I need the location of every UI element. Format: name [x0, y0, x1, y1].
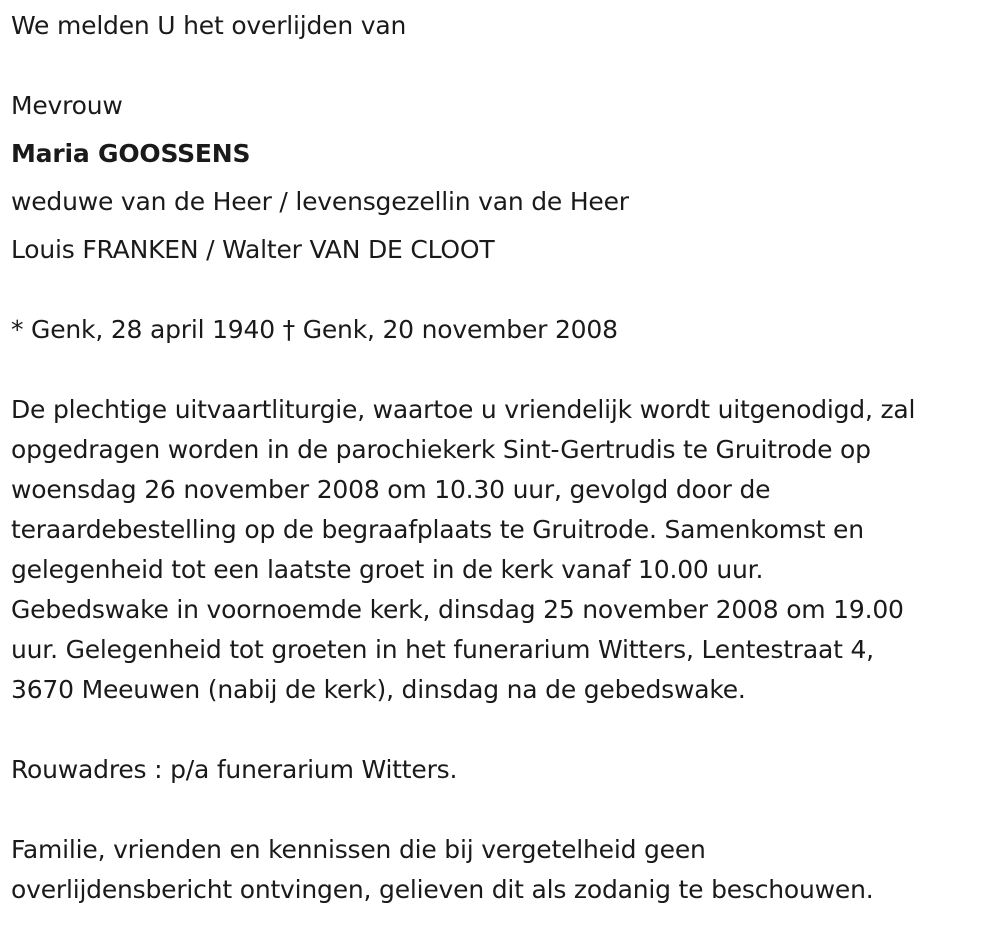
title-text: Mevrouw — [11, 91, 123, 120]
closing-paragraph — [11, 830, 996, 910]
partners-text: Louis FRANKEN / Walter VAN DE CLOOT — [11, 235, 495, 264]
funeral-details-paragraph — [11, 390, 996, 710]
intro-text: We melden U het overlijden van — [11, 11, 407, 40]
funeral-line: De plechtige uitvaartliturgie, waartoe u vriendelijk wordt uitgenodigd, zal — [11, 395, 916, 424]
mourning-address: Rouwadres : p/a funerarium Witters. — [11, 755, 458, 784]
funeral-line: 3670 Meeuwen (nabij de kerk), dinsdag na de gebedswake. — [11, 675, 746, 704]
funeral-line: teraardebestelling op de begraafplaats te Gruitrode. Samenkomst en — [11, 515, 864, 544]
closing-line: Familie, vrienden en kennissen die bij vergetelheid geen — [11, 835, 706, 864]
deceased-name: Maria GOOSSENS — [11, 139, 251, 168]
relation-text: weduwe van de Heer / levensgezellin van de Heer — [11, 187, 629, 216]
birth-death-dates: * Genk, 28 april 1940 † Genk, 20 november 2008 — [11, 315, 618, 344]
funeral-line: woensdag 26 november 2008 om 10.30 uur, gevolgd door de — [11, 475, 771, 504]
funeral-line: gelegenheid tot een laatste groet in de kerk vanaf 10.00 uur. — [11, 555, 764, 584]
funeral-line: uur. Gelegenheid tot groeten in het funerarium Witters, Lentestraat 4, — [11, 635, 874, 664]
closing-line: overlijdensbericht ontvingen, gelieven dit als zodanig te beschouwen. — [11, 875, 874, 904]
funeral-line: opgedragen worden in de parochiekerk Sint-Gertrudis te Gruitrode op — [11, 435, 871, 464]
funeral-line: Gebedswake in voornoemde kerk, dinsdag 25 november 2008 om 19.00 — [11, 595, 904, 624]
